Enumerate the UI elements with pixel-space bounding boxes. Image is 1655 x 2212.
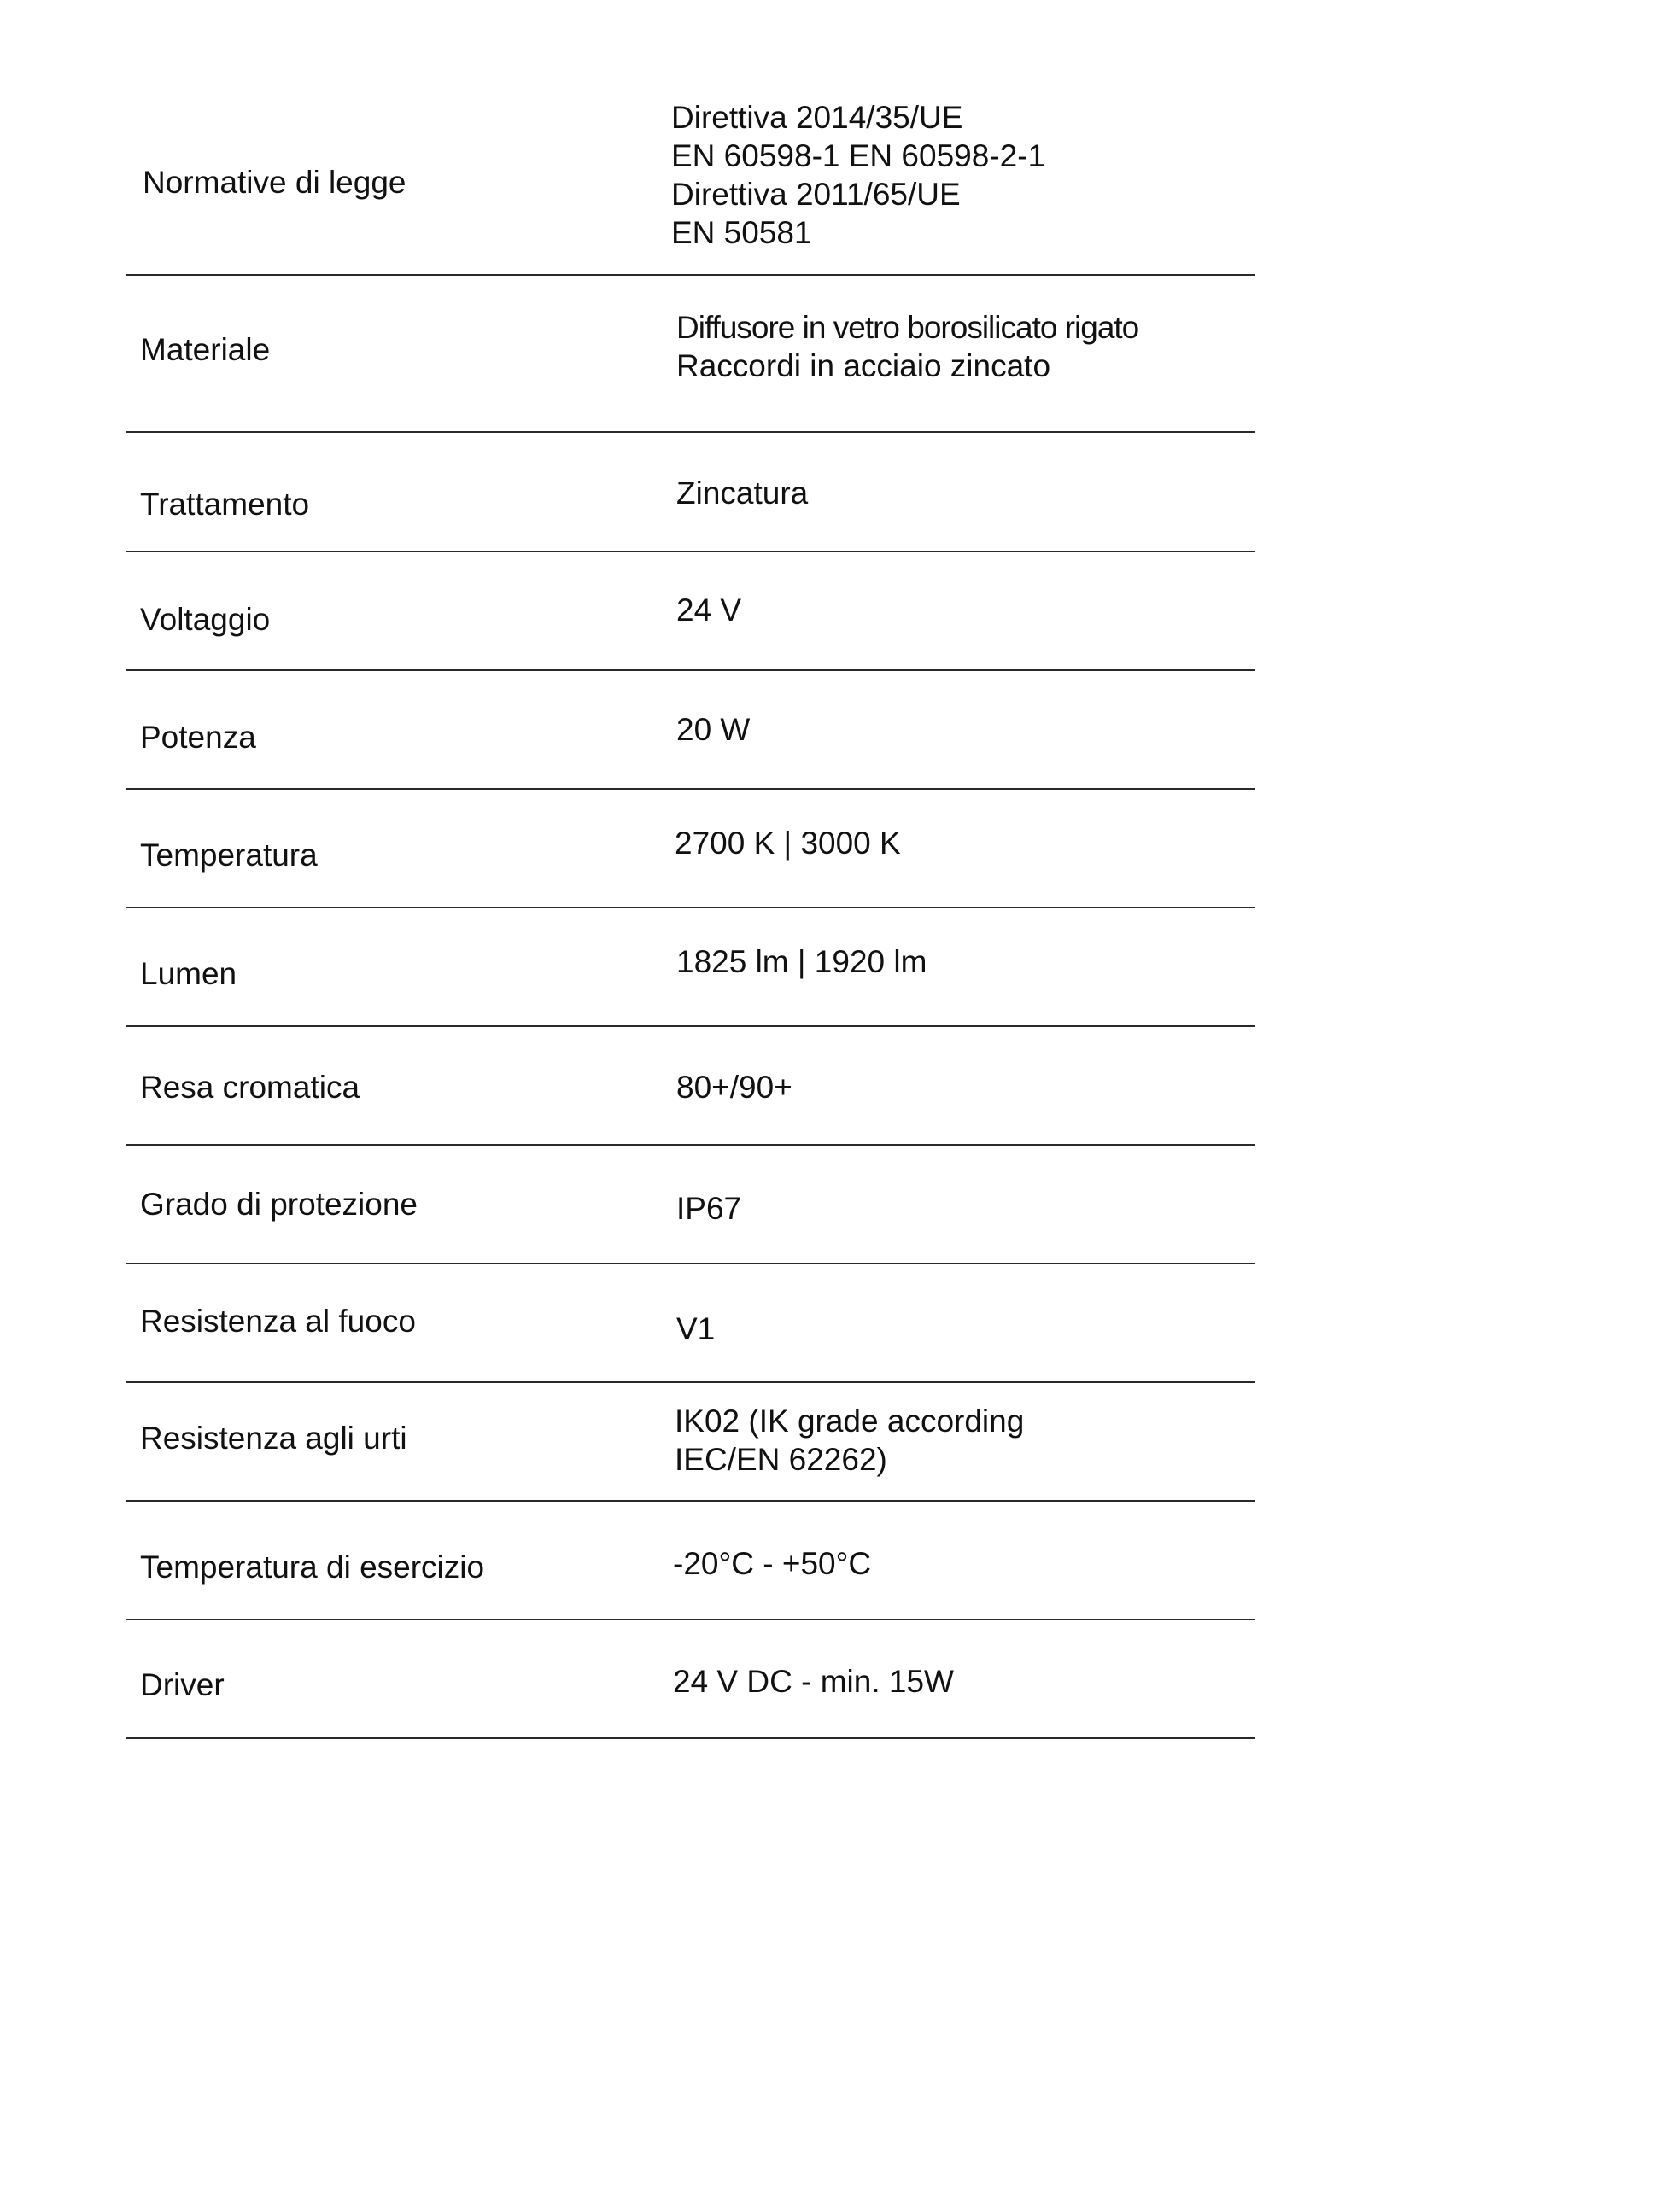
spec-value-line: Raccordi in acciaio zincato xyxy=(676,348,1051,383)
spec-value xyxy=(676,308,1138,385)
spec-value xyxy=(675,824,901,862)
spec-value xyxy=(675,1402,1024,1479)
spec-value xyxy=(676,591,741,629)
spec-value xyxy=(676,474,808,512)
spec-row-materiale xyxy=(126,276,1255,433)
spec-value-line: 2700 K | 3000 K xyxy=(675,826,901,861)
spec-label: Materiale xyxy=(140,332,271,367)
spec-value-line: V1 xyxy=(676,1311,716,1346)
spec-value-line: -20°C - +50°C xyxy=(673,1546,872,1581)
spec-label: Temperatura xyxy=(140,838,318,873)
spec-value xyxy=(671,98,1045,252)
spec-value-line: 80+/90+ xyxy=(676,1070,792,1105)
spec-label: Resa cromatica xyxy=(140,1070,360,1105)
spec-value-line: IK02 (IK grade according xyxy=(675,1404,1025,1439)
spec-value xyxy=(676,710,750,749)
spec-value-line: EN 50581 xyxy=(671,215,812,250)
spec-value-line: IEC/EN 62262) xyxy=(675,1442,887,1477)
spec-label: Potenza xyxy=(140,720,256,755)
spec-label: Resistenza agli urti xyxy=(140,1421,407,1456)
spec-row-resa-cromatica xyxy=(126,1027,1255,1146)
spec-row-lumen xyxy=(126,908,1255,1027)
spec-label: Lumen xyxy=(140,956,237,991)
spec-value xyxy=(673,1662,954,1701)
spec-row-resistenza-fuoco xyxy=(126,1264,1255,1383)
spec-value xyxy=(676,943,927,981)
spec-value-line: Zincatura xyxy=(676,476,809,511)
spec-row-voltaggio xyxy=(126,552,1255,671)
spec-value xyxy=(676,1310,715,1348)
spec-value-line: 1825 lm | 1920 lm xyxy=(676,944,927,979)
spec-row-normative xyxy=(126,85,1255,276)
spec-value-line: EN 60598-1 EN 60598-2-1 xyxy=(671,138,1046,173)
spec-value-line: IP67 xyxy=(676,1191,742,1226)
spec-row-temperatura xyxy=(126,790,1255,908)
spec-row-driver xyxy=(126,1620,1255,1739)
spec-value-line: Diffusore in vetro borosilicato rigato xyxy=(676,310,1139,345)
spec-value xyxy=(676,1189,741,1228)
spec-row-grado-protezione xyxy=(126,1146,1255,1264)
spec-value-line: 20 W xyxy=(676,712,751,747)
spec-label: Trattamento xyxy=(140,487,310,522)
spec-value-line: Direttiva 2014/35/UE xyxy=(671,100,963,135)
spec-label: Grado di protezione xyxy=(140,1187,418,1222)
spec-value xyxy=(673,1544,871,1583)
spec-value-line: 24 V DC - min. 15W xyxy=(673,1664,954,1699)
spec-row-temperatura-esercizio xyxy=(126,1502,1255,1620)
spec-value-line: Direttiva 2011/65/UE xyxy=(671,177,961,212)
spec-label: Driver xyxy=(140,1667,225,1702)
spec-label: Temperatura di esercizio xyxy=(140,1550,485,1585)
spec-label: Normative di legge xyxy=(143,165,406,200)
spec-row-resistenza-urti xyxy=(126,1383,1255,1502)
spec-row-trattamento xyxy=(126,433,1255,552)
spec-value xyxy=(676,1068,792,1106)
spec-row-potenza xyxy=(126,671,1255,790)
spec-value-line: 24 V xyxy=(676,592,742,627)
spec-label: Resistenza al fuoco xyxy=(140,1304,416,1339)
spec-label: Voltaggio xyxy=(140,602,271,637)
